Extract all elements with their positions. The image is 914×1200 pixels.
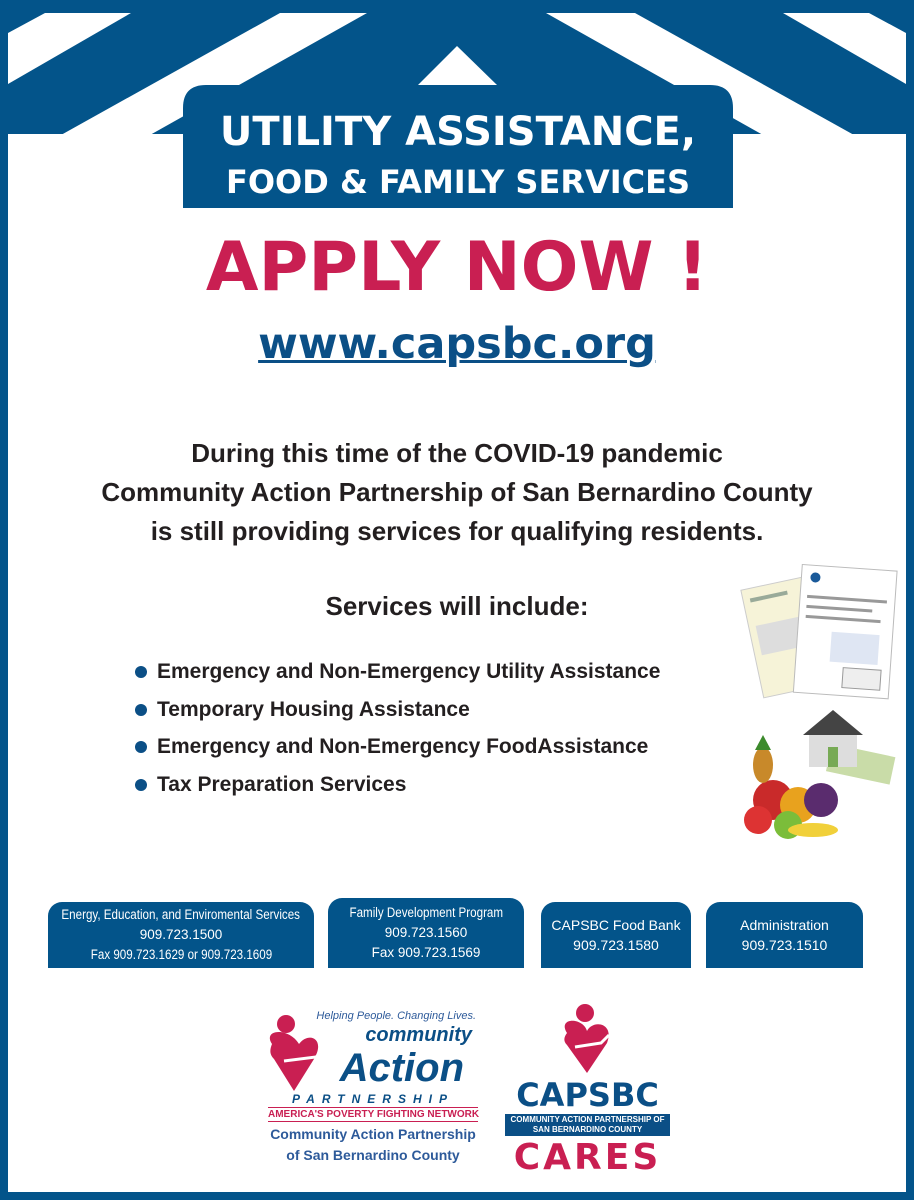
cares-capsbc: CAPSBC: [516, 1076, 659, 1114]
service-item: [135, 772, 406, 798]
cares-cares: CARES: [513, 1137, 662, 1178]
heart-hug-icon: [264, 1012, 330, 1102]
cap-org-line-2: of San Bernardino County: [286, 1147, 460, 1163]
intro-line: During this time of the COVID-19 pandemic: [191, 438, 723, 468]
contact-phone[interactable]: 909.723.1580: [573, 937, 659, 953]
community-action-logo: [258, 1006, 488, 1176]
apply-now-heading: APPLY NOW !: [205, 228, 709, 307]
contact-phone[interactable]: 909.723.1500: [139, 927, 223, 942]
contact-box-energy: [48, 902, 314, 968]
contact-fax: [76, 945, 287, 965]
contact-name-text: Family Development Program: [349, 905, 503, 920]
website-link[interactable]: www.capsbc.org: [258, 319, 656, 369]
bullet-icon: [135, 704, 147, 716]
contact-box-administration: [706, 902, 863, 968]
intro-paragraph: [0, 434, 914, 551]
cares-subtitle: COMMUNITY ACTION PARTNERSHIP OF SAN BERNARDINO COUNTY: [505, 1114, 670, 1136]
intro-line: is still providing services for qualifying residents.: [150, 516, 764, 546]
utility-bills-image: [740, 558, 905, 708]
service-label: Emergency and Non-Emergency Utility Assistance: [157, 660, 661, 683]
contact-box-family-development: [328, 898, 524, 968]
contact-box-food-bank: [541, 902, 691, 968]
service-label: Emergency and Non-Emergency FoodAssistance: [157, 735, 649, 758]
contact-phone[interactable]: 909.723.1560: [384, 925, 468, 940]
contact-name-text: Energy, Education, and Enviromental Services: [61, 907, 301, 922]
bullet-icon: [135, 666, 147, 678]
cap-partnership: PARTNERSHIP: [292, 1092, 454, 1106]
contact-name: [337, 903, 516, 923]
cap-tagline: Helping People. Changing Lives.: [316, 1010, 476, 1022]
contact-fax: Fax 909.723.1569: [371, 945, 481, 960]
cap-action: Action: [339, 1046, 464, 1090]
cap-network: AMERICA'S POVERTY FIGHTING NETWORK: [268, 1109, 480, 1120]
house-food-money-image: [738, 705, 903, 845]
cap-community: community: [365, 1024, 472, 1046]
cap-org-line-1: Community Action Partnership: [270, 1126, 476, 1142]
bullet-icon: [135, 779, 147, 791]
service-item: [135, 697, 470, 723]
service-label: Tax Preparation Services: [157, 773, 407, 796]
service-item: [135, 734, 648, 760]
service-item: [135, 659, 660, 685]
services-heading: Services will include:: [325, 591, 589, 621]
title-line-1: UTILITY ASSISTANCE,: [219, 109, 697, 155]
contact-name: [42, 905, 319, 925]
contact-fax-text: Fax 909.723.1629 or 909.723.1609: [90, 947, 272, 962]
contact-name: CAPSBC Food Bank: [551, 917, 681, 933]
intro-line: Community Action Partnership of San Bernardino County: [101, 477, 813, 507]
capsbc-cares-logo: [500, 1003, 675, 1183]
bullet-icon: [135, 741, 147, 753]
heart-hug-icon: [555, 1003, 621, 1077]
contact-phone[interactable]: 909.723.1510: [741, 937, 828, 953]
service-label: Temporary Housing Assistance: [157, 698, 470, 721]
contact-name: Administration: [740, 917, 829, 933]
title-line-2: FOOD & FAMILY SERVICES: [225, 163, 691, 201]
